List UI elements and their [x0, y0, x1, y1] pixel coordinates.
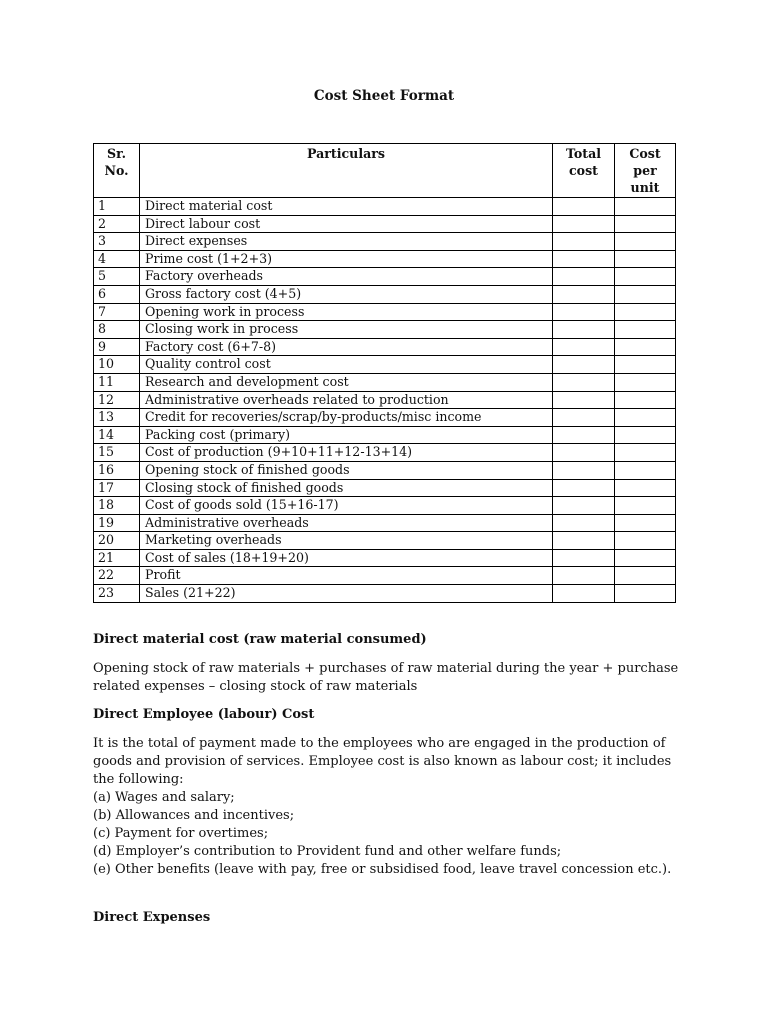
row-total-cost — [553, 532, 615, 550]
row-number: 6 — [94, 285, 140, 303]
row-number: 18 — [94, 497, 140, 515]
row-total-cost — [553, 549, 615, 567]
row-total-cost — [553, 285, 615, 303]
table-row — [94, 250, 676, 268]
row-particular: Factory overheads — [140, 268, 553, 286]
table-row — [94, 391, 676, 409]
direct-expenses-heading: Direct Expenses — [93, 910, 211, 925]
row-total-cost — [553, 426, 615, 444]
table-row — [94, 479, 676, 497]
page-title: Cost Sheet Format — [313, 88, 455, 104]
row-total-cost — [553, 356, 615, 374]
row-cost-per-unit — [615, 532, 676, 550]
row-cost-per-unit — [615, 338, 676, 356]
row-cost-per-unit — [615, 285, 676, 303]
row-total-cost — [553, 250, 615, 268]
row-cost-per-unit — [615, 373, 676, 391]
row-total-cost — [553, 373, 615, 391]
row-total-cost — [553, 338, 615, 356]
table-row — [94, 321, 676, 339]
header-sr-no: Sr. No. — [94, 144, 140, 198]
row-number: 13 — [94, 409, 140, 427]
row-cost-per-unit — [615, 426, 676, 444]
row-total-cost — [553, 444, 615, 462]
row-total-cost — [553, 268, 615, 286]
table-row — [94, 268, 676, 286]
row-particular: Opening stock of finished goods — [140, 461, 553, 479]
table-row — [94, 497, 676, 515]
row-cost-per-unit — [615, 215, 676, 233]
list-item: (b) Allowances and incentives; — [93, 808, 295, 823]
row-number: 23 — [94, 585, 140, 603]
row-total-cost — [553, 514, 615, 532]
row-particular: Factory cost (6+7-8) — [140, 338, 553, 356]
header-particulars: Particulars — [140, 144, 553, 198]
direct-material-heading: Direct material cost (raw material consumed) — [93, 632, 427, 647]
row-particular: Closing stock of finished goods — [140, 479, 553, 497]
table-row — [94, 514, 676, 532]
list-item: (a) Wages and salary; — [93, 790, 235, 805]
row-particular: Sales (21+22) — [140, 585, 553, 603]
row-number: 22 — [94, 567, 140, 585]
row-number: 11 — [94, 373, 140, 391]
row-cost-per-unit — [615, 233, 676, 251]
table-row — [94, 426, 676, 444]
row-total-cost — [553, 585, 615, 603]
header-total-cost: Total cost — [553, 144, 615, 198]
row-number: 15 — [94, 444, 140, 462]
row-particular: Packing cost (primary) — [140, 426, 553, 444]
direct-labour-heading: Direct Employee (labour) Cost — [93, 707, 315, 722]
list-item: (d) Employer’s contribution to Provident fund and other welfare funds; — [93, 844, 562, 859]
row-cost-per-unit — [615, 444, 676, 462]
row-number: 21 — [94, 549, 140, 567]
row-number: 2 — [94, 215, 140, 233]
row-cost-per-unit — [615, 514, 676, 532]
row-total-cost — [553, 409, 615, 427]
header-cost-per-unit: Cost per unit — [615, 144, 676, 198]
row-total-cost — [553, 215, 615, 233]
row-particular: Profit — [140, 567, 553, 585]
table-row — [94, 373, 676, 391]
row-total-cost — [553, 303, 615, 321]
row-number: 1 — [94, 198, 140, 216]
row-total-cost — [553, 479, 615, 497]
row-particular: Closing work in process — [140, 321, 553, 339]
table-row — [94, 585, 676, 603]
row-particular: Research and development cost — [140, 373, 553, 391]
row-number: 5 — [94, 268, 140, 286]
row-particular: Direct expenses — [140, 233, 553, 251]
table-row — [94, 409, 676, 427]
row-cost-per-unit — [615, 391, 676, 409]
table-row — [94, 198, 676, 216]
direct-labour-text: It is the total of payment made to the employees who are engaged in the production of goods and provision of services. Employee cost is also known as labour cost; it includes the following: — [93, 736, 672, 787]
row-cost-per-unit — [615, 567, 676, 585]
row-cost-per-unit — [615, 268, 676, 286]
row-particular: Administrative overheads — [140, 514, 553, 532]
row-cost-per-unit — [615, 497, 676, 515]
list-item: (e) Other benefits (leave with pay, free or subsidised food, leave travel concession etc.). — [93, 862, 672, 877]
row-total-cost — [553, 391, 615, 409]
table-row — [94, 356, 676, 374]
row-number: 9 — [94, 338, 140, 356]
row-total-cost — [553, 497, 615, 515]
table-row — [94, 444, 676, 462]
row-total-cost — [553, 233, 615, 251]
row-number: 3 — [94, 233, 140, 251]
row-cost-per-unit — [615, 409, 676, 427]
list-item: (c) Payment for overtimes; — [93, 826, 269, 841]
row-number: 7 — [94, 303, 140, 321]
row-cost-per-unit — [615, 250, 676, 268]
row-total-cost — [553, 198, 615, 216]
row-particular: Administrative overheads related to production — [140, 391, 553, 409]
row-particular: Quality control cost — [140, 356, 553, 374]
row-cost-per-unit — [615, 198, 676, 216]
row-number: 16 — [94, 461, 140, 479]
table-row — [94, 567, 676, 585]
row-number: 14 — [94, 426, 140, 444]
row-number: 10 — [94, 356, 140, 374]
row-particular: Direct material cost — [140, 198, 553, 216]
row-cost-per-unit — [615, 549, 676, 567]
row-particular: Prime cost (1+2+3) — [140, 250, 553, 268]
table-header-row — [94, 144, 676, 198]
row-particular: Cost of production (9+10+11+12-13+14) — [140, 444, 553, 462]
table-row — [94, 338, 676, 356]
row-cost-per-unit — [615, 356, 676, 374]
row-cost-per-unit — [615, 479, 676, 497]
table-row — [94, 215, 676, 233]
table-row — [94, 549, 676, 567]
row-number: 8 — [94, 321, 140, 339]
row-particular: Direct labour cost — [140, 215, 553, 233]
table-row — [94, 285, 676, 303]
row-particular: Opening work in process — [140, 303, 553, 321]
direct-material-text: Opening stock of raw materials + purchases of raw material during the year + purchase related expenses – closing stock of raw materials — [93, 661, 679, 694]
row-particular: Cost of sales (18+19+20) — [140, 549, 553, 567]
row-total-cost — [553, 567, 615, 585]
row-number: 17 — [94, 479, 140, 497]
row-cost-per-unit — [615, 321, 676, 339]
row-number: 12 — [94, 391, 140, 409]
row-number: 19 — [94, 514, 140, 532]
table-row — [94, 233, 676, 251]
row-particular: Gross factory cost (4+5) — [140, 285, 553, 303]
table-row — [94, 532, 676, 550]
table-row — [94, 461, 676, 479]
row-cost-per-unit — [615, 303, 676, 321]
row-particular: Cost of goods sold (15+16-17) — [140, 497, 553, 515]
row-cost-per-unit — [615, 461, 676, 479]
row-number: 4 — [94, 250, 140, 268]
row-total-cost — [553, 321, 615, 339]
table-body — [94, 198, 676, 603]
row-particular: Marketing overheads — [140, 532, 553, 550]
row-cost-per-unit — [615, 585, 676, 603]
cost-sheet-table — [93, 143, 676, 603]
row-particular: Credit for recoveries/scrap/by-products/misc income — [140, 409, 553, 427]
labour-items-list — [93, 789, 671, 879]
row-total-cost — [553, 461, 615, 479]
table-row — [94, 303, 676, 321]
row-number: 20 — [94, 532, 140, 550]
